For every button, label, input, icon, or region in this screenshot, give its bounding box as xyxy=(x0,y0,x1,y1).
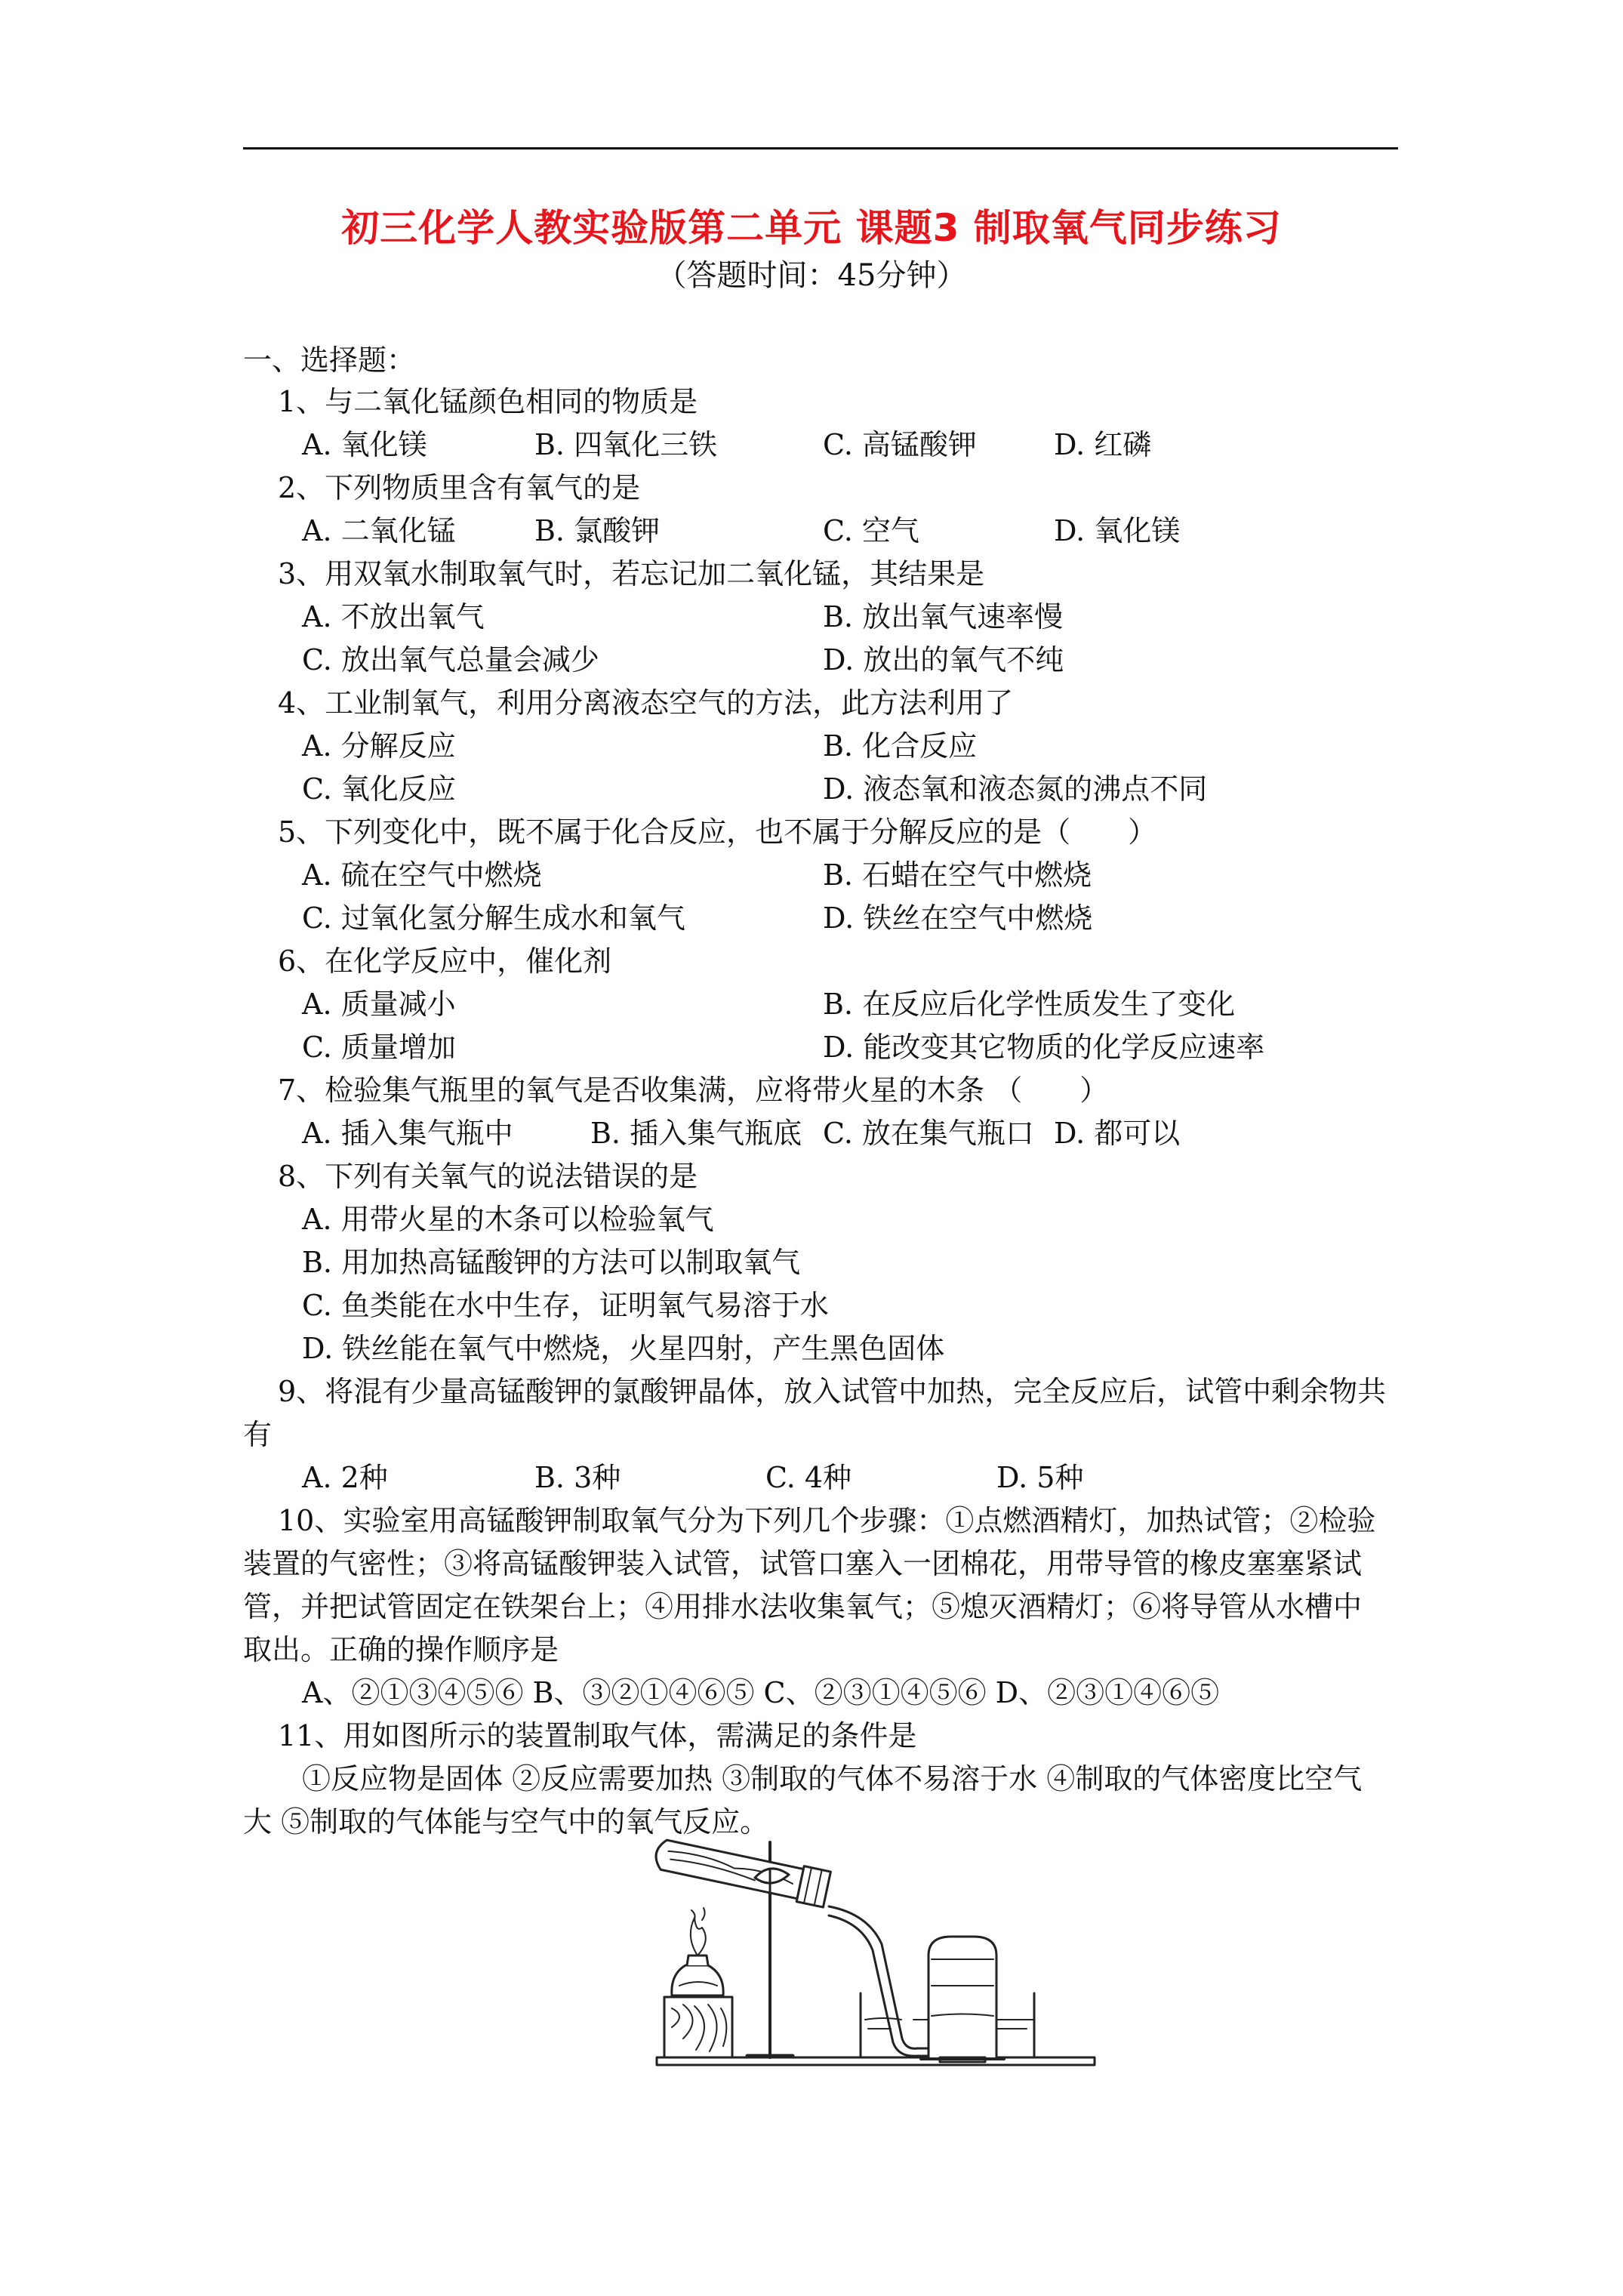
question-11-stem: 11、用如图所示的装置制取气体，需满足的条件是 xyxy=(278,1719,917,1752)
question-3-stem: 3、用双氧水制取氧气时，若忘记加二氧化锰，其结果是 xyxy=(278,557,985,590)
q8-option-c: C. 鱼类能在水中生存，证明氧气易溶于水 xyxy=(302,1289,829,1322)
q7-option-a: A. 插入集气瓶中 xyxy=(302,1117,513,1150)
header-rule xyxy=(243,147,1398,149)
question-11-body-line-1: ①反应物是固体 ②反应需要加热 ③制取的气体不易溶于水 ④制取的气体密度比空气 xyxy=(302,1762,1363,1795)
question-10-stem-line-1: 10、实验室用高锰酸钾制取氧气分为下列几个步骤：①点燃酒精灯，加热试管；②检验 xyxy=(278,1504,1376,1537)
question-10-stem-line-2: 装置的气密性；③将高锰酸钾装入试管，试管口塞入一团棉花，用带导管的橡皮塞塞紧试 xyxy=(243,1547,1363,1580)
q5-option-d: D. 铁丝在空气中燃烧 xyxy=(823,901,1093,935)
question-9-stem-line-2: 有 xyxy=(243,1418,273,1451)
q1-option-b: B. 四氧化三铁 xyxy=(534,428,718,461)
q5-option-b: B. 石蜡在空气中燃烧 xyxy=(823,858,1092,892)
q4-option-d: D. 液态氧和液态氮的沸点不同 xyxy=(823,772,1208,806)
q1-option-a: A. 氧化镁 xyxy=(302,428,427,461)
question-6-stem: 6、在化学反应中，催化剂 xyxy=(278,945,612,978)
q8-option-a: A. 用带火星的木条可以检验氧气 xyxy=(302,1203,714,1236)
q5-option-a: A. 硫在空气中燃烧 xyxy=(302,858,542,892)
q6-option-a: A. 质量减小 xyxy=(302,988,456,1021)
question-1-stem: 1、与二氧化锰颜色相同的物质是 xyxy=(278,385,698,418)
question-5-stem: 5、下列变化中，既不属于化合反应，也不属于分解反应的是（ ） xyxy=(278,815,1157,849)
q8-option-d: D. 铁丝能在氧气中燃烧，火星四射，产生黑色固体 xyxy=(302,1332,945,1365)
q9-option-c: C. 4种 xyxy=(765,1461,852,1494)
question-4-stem: 4、工业制氧气，利用分离液态空气的方法，此方法利用了 xyxy=(278,686,1014,720)
question-10-stem-line-4: 取出。正确的操作顺序是 xyxy=(243,1633,559,1666)
question-2-stem: 2、下列物质里含有氧气的是 xyxy=(278,471,641,504)
q6-option-c: C. 质量增加 xyxy=(302,1031,456,1064)
q6-option-b: B. 在反应后化学性质发生了变化 xyxy=(823,988,1236,1021)
question-11-body-line-2: 大 ⑤制取的气体能与空气中的氧气反应。 xyxy=(243,1805,769,1838)
q3-option-b: B. 放出氧气速率慢 xyxy=(823,600,1064,633)
q4-option-b: B. 化合反应 xyxy=(823,729,978,763)
question-7-stem: 7、检验集气瓶里的氧气是否收集满，应将带火星的木条 （ ） xyxy=(278,1074,1109,1107)
q7-option-c: C. 放在集气瓶口 xyxy=(823,1117,1034,1150)
q9-option-a: A. 2种 xyxy=(302,1461,388,1494)
q2-option-b: B. 氯酸钾 xyxy=(534,514,661,547)
page-subtitle: （答题时间：45分钟） xyxy=(656,258,967,293)
q7-option-d: D. 都可以 xyxy=(1054,1117,1181,1150)
q1-option-c: C. 高锰酸钾 xyxy=(823,428,977,461)
q2-option-d: D. 氧化镁 xyxy=(1054,514,1181,547)
q4-option-a: A. 分解反应 xyxy=(302,729,456,763)
q3-option-a: A. 不放出氧气 xyxy=(302,600,485,633)
q9-option-b: B. 3种 xyxy=(534,1461,621,1494)
q9-option-d: D. 5种 xyxy=(996,1461,1084,1494)
q3-option-c: C. 放出氧气总量会减少 xyxy=(302,643,599,676)
q3-option-d: D. 放出的氧气不纯 xyxy=(823,643,1064,676)
q4-option-c: C. 氧化反应 xyxy=(302,772,456,806)
q6-option-d: D. 能改变其它物质的化学反应速率 xyxy=(823,1031,1265,1064)
q8-option-b: B. 用加热高锰酸钾的方法可以制取氧气 xyxy=(302,1246,801,1279)
section-heading: 一、选择题： xyxy=(243,344,416,377)
question-10-stem-line-3: 管，并把试管固定在铁架台上；④用排水法收集氧气；⑤熄灭酒精灯；⑥将导管从水槽中 xyxy=(243,1590,1363,1623)
q7-option-b: B. 插入集气瓶底 xyxy=(590,1117,802,1150)
q10-options: A、②①③④⑤⑥ B、③②①④⑥⑤ C、②③①④⑤⑥ D、②③①④⑥⑤ xyxy=(302,1676,1220,1709)
q2-option-c: C. 空气 xyxy=(823,514,919,547)
q2-option-a: A. 二氧化锰 xyxy=(302,514,456,547)
question-9-stem-line-1: 9、将混有少量高锰酸钾的氯酸钾晶体，放入试管中加热，完全反应后，试管中剩余物共 xyxy=(278,1375,1387,1408)
oxygen-apparatus-figure xyxy=(642,1831,1117,2073)
page-title: 初三化学人教实验版第二单元 课题3 制取氧气同步练习 xyxy=(341,206,1282,250)
q1-option-d: D. 红磷 xyxy=(1054,428,1152,461)
q5-option-c: C. 过氧化氢分解生成水和氧气 xyxy=(302,901,685,935)
question-8-stem: 8、下列有关氧气的说法错误的是 xyxy=(278,1160,698,1193)
